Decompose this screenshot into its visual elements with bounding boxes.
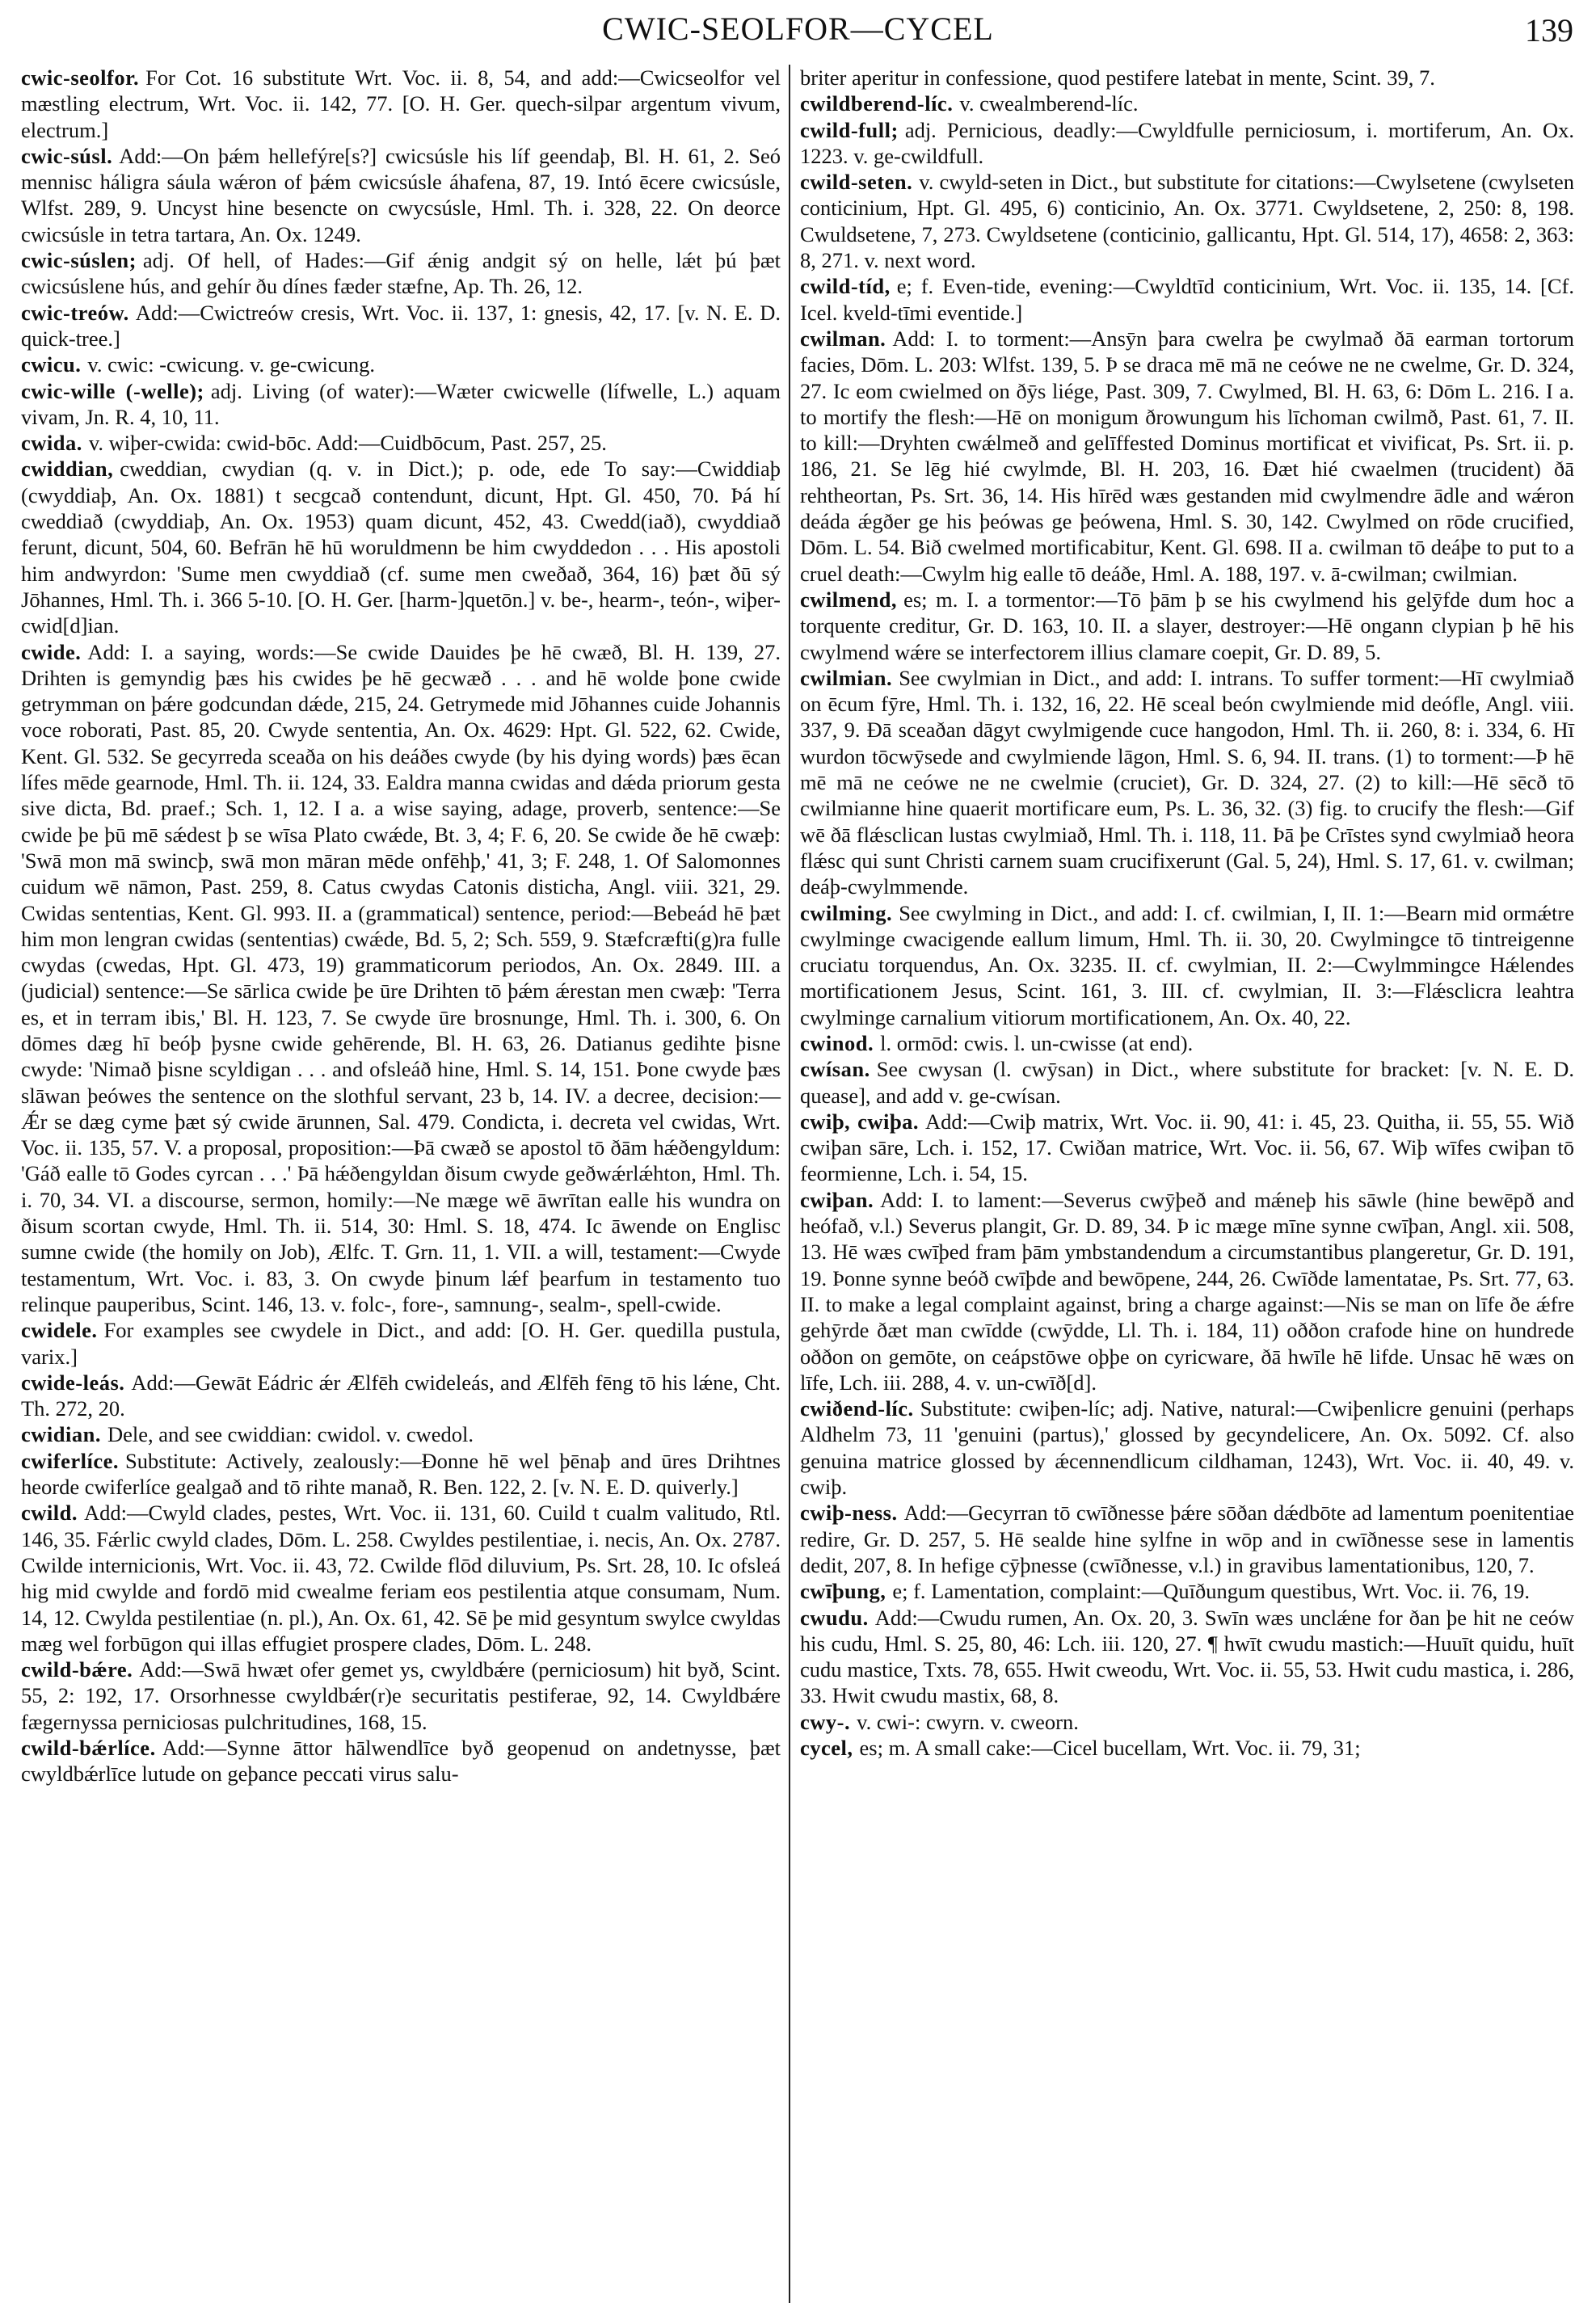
entry-headword: cwic-wille (-welle); [21,378,204,403]
entry-headword: cwide-leás. [21,1370,125,1395]
dictionary-entry [21,65,781,143]
entry-headword: cwiðend-líc. [800,1396,914,1421]
dictionary-entry [21,1500,781,1656]
entry-text: Add:—Swā hwæt ofer gemet ys, cwyldbǽre (perniciosum) hit byð, Scint. 55, 2: 192, 17. Orsorhnesse cwyldbǽr(r)e securitatis pestiferae, 92, 14. Cwyldbǽre fægernyssa perniciosas pulchritudines, 168, 15. [21,1657,781,1734]
entry-headword: cwild-tíd, [800,274,891,299]
entry-headword: cwidian. [21,1422,101,1447]
entry-headword: cwilming. [800,900,893,925]
entry-headword: cwic-súslen; [21,248,137,273]
entry-text: es; m. I. a tormentor:—Tō þām þ se his cwylmend his gelȳfde dum hoc a torquente creditur, Gr. D. 163, 10. II. a slayer, destroyer:—Hē ongann clypian þ hē his cwylmend wǽre se interfectorem illius clamare coepit, Gr. D. 89, 5. [800,587,1574,664]
entry-text: adj. Living (of water):—Wæter cwicwelle (lífwelle, L.) aquam vivam, Jn. R. 4, 10, 11. [21,378,781,429]
entry-text: Substitute: Actively, zealously:—Ðonne hē wel þēnaþ and ūres Drihtnes heorde cwiferlíce gealgað and tō rihte manað, R. Ben. 122, 2. [v. N. E. D. quiverly.] [21,1448,781,1500]
dictionary-entry [21,1317,781,1370]
entry-text: briter aperitur in confessione, quod pestifere latebat in mente, Scint. 39, 7. [800,65,1435,90]
dictionary-entry [800,1187,1574,1395]
left-column [21,65,781,1787]
entry-headword: cwic-súsl. [21,143,113,168]
entry-text: Add:—Cwiþ matrix, Wrt. Voc. ii. 90, 41: i. 45, 23. Quitha, ii. 55, 55. Wið cwiþan sāre, Lch. i. 152, 17. Cwiðan matrice, Wrt. Voc. ii. 56, 67. Wiþ wīfes cwiþan tō feormienne, Lch. i. 54, 15. [800,1109,1575,1186]
entry-headword: cwudu. [800,1605,869,1630]
dictionary-entry [21,1735,781,1787]
dictionary-entry [800,1395,1574,1500]
entry-headword: cwild-bǽre. [21,1657,133,1682]
entry-text: v. wiþer-cwida: cwid-bōc. Add:—Cuidbōcum, Past. 257, 25. [88,431,607,456]
dictionary-entry [21,456,781,638]
entry-headword: cwilmian. [800,665,893,690]
entry-headword: cwild-seten. [800,170,913,195]
dictionary-entry [21,247,781,300]
dictionary-entry [800,1578,1574,1604]
page-number: 139 [1525,12,1573,48]
entry-text: e; f. Lamentation, complaint:—Quīðungum questibus, Wrt. Voc. ii. 76, 19. [892,1579,1531,1604]
dictionary-entry [21,1656,781,1735]
dictionary-entry [800,665,1574,900]
entry-text: For examples see cwydele in Dict., and add: [O. H. Ger. quedilla pustula, varix.] [21,1318,781,1369]
dictionary-entry [800,1109,1574,1187]
dictionary-entry [800,1709,1574,1735]
right-column [800,65,1574,1761]
entry-text: es; m. A small cake:—Cicel bucellam, Wrt. Voc. ii. 79, 31; [859,1736,1361,1760]
entry-headword: cwinod. [800,1030,874,1055]
entry-text: v. cwealmberend-líc. [959,91,1139,116]
entry-headword: cwiddian, [21,457,114,482]
column-divider [789,65,790,2303]
entry-headword: cwiþ, cwiþa. [800,1109,919,1134]
dictionary-entry [21,430,781,456]
entry-headword: cwild. [21,1501,78,1526]
dictionary-entry [800,587,1574,665]
entry-text: v. cwi-: cwyrn. v. cweorn. [857,1709,1079,1734]
dictionary-entry [21,351,781,377]
entry-text: For Cot. 16 substitute Wrt. Voc. ii. 8, 54, and add:—Cwicseolfor vel mæstling electrum, Wrt. Voc. ii. 142, 77. [O. H. Ger. quech-silpar argentum vivum, electrum.] [21,65,781,142]
dictionary-entry [800,1030,1574,1056]
dictionary-entry [800,326,1574,587]
dictionary-entry [21,1370,781,1422]
dictionary-entry [21,1448,781,1501]
entry-headword: cwide. [21,639,82,664]
entry-headword: cycel, [800,1736,853,1760]
entry-headword: cwildberend-líc. [800,91,954,116]
entry-headword: cwic-treów. [21,300,129,325]
entry-text: Add:—Cwyld clades, pestes, Wrt. Voc. ii. 131, 60. Cuild t cualm valitudo, Rtl. 146, 35. Fǽrlic cwyld clades, Dōm. L. 258. Cwyldes pestilentiae, i. necis, An. Ox. 2787. Cwilde internicionis, Wrt. Voc. ii. 43, 72. Cwilde flōd diluvium, Ps. Srt. 28, 10. Ic ofsleá hig mid cwylde and fordō mid cwealme feriam eos pestilentia atque consumam, Num. 14, 12. Cwylda pestilentiae (n. pl.), An. Ox. 61, 42. Sē þe mid gesyntum swylce cwyldas mæg wel forbūgon qui illas effugiet prospere clades, Dōm. L. 248. [21,1501,781,1656]
entry-text: Add:—Gewāt Eádric ǽr Ælfēh cwideleás, and Ælfēh fēng tō his lǽne, Cht. Th. 272, 20. [21,1370,781,1421]
entry-text: Substitute: cwiþen-líc; adj. Native, natural:—Cwiþenlicre genuini (perhaps Aldhelm 73, 11 'genuini (partus),' glossed by gecyndelicere, An. Ox. 5092. Cf. also genuina matrice glossed by ǽcennendlicum cildhaman, 1243), Wrt. Voc. ii. 40, 49. v. cwiþ. [800,1396,1574,1500]
dictionary-entry [800,1735,1574,1761]
entry-text: See cwylmian in Dict., and add: I. intrans. To suffer torment:—Hī cwylmiað on ēcum fȳre, Hml. Th. i. 132, 16, 22. Hē sceal beón cwylmiende mid deófle, Angl. viii. 337, 9. Ðā sceaðan dāgyt cwylmigende cuce hangodon, Hml. Th. ii. 260, 8: i. 334, 6. Hī wurdon tōcwȳsede and cwylmiende lāgon, Hml. S. 6, 94. II. trans. (1) to torment:—Þ hē mē mā ne ceówe ne ne cwelmie (cruciet), Gr. D. 324, 27. (2) to kill:—Hē sēcð tō cwilmianne hine quaerit mortificare eum, Ps. L. 36, 32. (3) fig. to crucify the flesh:—Gif wē ðā flǽsclican lustas cwylmiað, Hml. Th. i. 118, 11. Þā þe Crīstes synd cwylmiað heora flǽsc qui sunt Christi carnem suam crucifixerunt (Gal. 5, 24), Hml. S. 17, 61. v. cwilman; deáþ-cwylmmende. [800,665,1574,899]
entry-text: See cwylming in Dict., and add: I. cf. cwilmian, I, II. 1:—Bearn mid ormǽtre cwylminge cwacigende eallum limum, Hml. Th. ii. 30, 20. Cwylmingce tō tintreigenne cruciatu torquendus, An. Ox. 3235. II. cf. cwylmian, II. 2:—Cwylmmingce Hǽlendes mortificationem Jesus, Scint. 161, 3. III. cf. cwylmian, II. 3:—Flǽsclicra leahtra cwylminge carnalium vitiorum mortificationem, An. Ox. 40, 22. [800,900,1574,1029]
entry-text: Add:—On þǽm hellefýre[s?] cwicsúsle his líf geendaþ, Bl. H. 61, 2. Seó mennisc háligra sáula wǽron of þǽm cwicsúsle áhafena, 87, 19. Intó ēcere cwicsúsle, Wlfst. 289, 9. Uncyst hine besencte on cwycsúsle, Hml. Th. i. 328, 22. On deorce cwicsúsle in tetra tartara, An. Ox. 1249. [21,143,781,246]
entry-text: Add:—Cwictreów cresis, Wrt. Voc. ii. 137, 1: gnesis, 42, 17. [v. N. E. D. quick-tree.] [21,300,781,351]
entry-text: Add:—Cwudu rumen, An. Ox. 20, 3. Swīn wæs unclǽne for ðan þe hit ne ceów his cudu, Hml. S. 25, 80, 46: Lch. iii. 120, 27. ¶ hwīt cwudu mastich:—Huuīt quidu, huīt cudu mastice, Txts. 78, 655. Hwit cweodu, Wrt. Voc. ii. 55, 53. Hwit cudu mastica, i. 286, 33. Hwit cwudu mastix, 68, 8. [800,1605,1574,1708]
dictionary-entry [800,1056,1574,1109]
running-title: CWIC-SEOLFOR—CYCEL [602,11,994,47]
entry-text: e; f. Even-tide, evening:—Cwyldtīd conticinium, Wrt. Voc. ii. 135, 14. [Cf. Icel. kveld-tīmi eventide.] [800,274,1574,325]
entry-headword: cwilman. [800,326,886,351]
entry-text: adj. Of hell, of Hades:—Gif ǽnig andgit sý on helle, lǽt þú þæt cwicsúslene hús, and gehír ðu dínes fæder stæfne, Ap. Th. 26, 12. [21,248,781,299]
dictionary-entry [21,378,781,431]
entry-headword: cwida. [21,431,82,456]
entry-headword: cwísan. [800,1057,870,1082]
entry-headword: cwidele. [21,1318,98,1343]
entry-text: cweddian, cwydian (q. v. in Dict.); p. ode, ede To say:—Cwiddiaþ (cwyddiaþ, An. Ox. 1881) t secgcað contendunt, dicunt, Hpt. Gl. 450, 70. Þá hí cweddiað (cwyddiaþ, An. Ox. 1953) quam dicunt, 452, 43. Cwedd(iað), cwyddiað ferunt, dicunt, 504, 60. Befrān hē hū woruldmenn be him cwyddedon . . . His apostoli him andwyrdon: 'Sume men cwyddiað (cf. sume men cweðað, 364, 16) þæt ðū sý Jōhannes, Hml. Th. i. 366 5-10. [O. H. Ger. [harm-]quetōn.] v. be-, hearm-, teón-, wiþer-cwid[d]ian. [21,457,781,638]
entry-headword: cwīþung, [800,1579,886,1604]
entry-text: l. ormōd: cwis. l. un-cwisse (at end). [880,1030,1194,1055]
entry-headword: cwicu. [21,352,82,377]
entry-headword: cwild-bǽrlíce. [21,1736,156,1760]
entry-text: adj. Pernicious, deadly:—Cwyldfulle perniciosum, i. mortiferum, An. Ox. 1223. v. ge-cwildfull. [800,117,1574,168]
entry-headword: cwild-full; [800,117,899,142]
entry-text: v. cwic: -cwicung. v. ge-cwicung. [87,352,376,377]
entry-headword: cwiferlíce. [21,1448,119,1473]
entry-headword: cwiþ-ness. [800,1501,898,1526]
dictionary-entry [21,1421,781,1447]
entry-headword: cwy-. [800,1709,851,1734]
page-header [0,10,1596,58]
dictionary-entry [21,639,781,1318]
entry-headword: cwic-seolfor. [21,65,140,90]
entry-text: Add:—Gecyrran tō cwīðnesse þǽre sōðan dǽdbōte ad lamentum poenitentiae redire, Gr. D. 257, 5. Hē sealde hine sylfne in wōp and in cwīðnesse sese in lamentis dedit, 207, 8. In hefige cȳþnesse (cwīðnesse, v.l.) in gravibus lamentationibus, 120, 7. [800,1501,1574,1577]
entry-headword: cwilmend, [800,587,898,612]
entry-text: Add: I. to lament:—Severus cwȳþeð and mǽneþ his sāwle (hine bewēpð and heófað, v.l.) Severus plangit, Gr. D. 89, 34. Þ ic mæge mīne synne cwīþan, Angl. xii. 508, 13. Hē wæs cwīþed fram þām ymbstandendum a circumstantibus plangeretur, Gr. D. 191, 19. Þonne synne beóð cwīþde and bewōpene, 244, 26. Cwīðde lamentatae, Ps. Srt. 77, 63. II. to make a legal complaint against, bring a charge against:—Nis se man on līfe ðe ǽfre gehȳrde ðæt man cwīdde (cwȳdde, Ll. Th. i. 184, 11) oððon crafode hine on hundrede oððon on gemōte, on ceápstōwe oþþe on cyricware, ðā hwīle hē lifde. Unsac hē wæs on līfe, Lch. iii. 288, 4. v. un-cwīð[d]. [800,1187,1574,1395]
entry-text: See cwysan (l. cwȳsan) in Dict., where substitute for bracket: [v. N. E. D. quease], and add v. ge-cwísan. [800,1057,1574,1108]
dictionary-entry [21,143,781,247]
dictionary-entry [800,1605,1574,1709]
entry-text: Add: I. a saying, words:—Se cwide Dauides þe hē cwæð, Bl. H. 139, 27. Drihten is gemyndig þæs his cwides þe hē gecwæð . . . and hē wolde þone cwide getrymman on þǽre godcundan dǽde, 215, 24. Getrymede mid Jōhannes cuide Johannis voce roborati, Past. 85, 20. Cwyde sententia, An. Ox. 4629: Hpt. Gl. 522, 62. Cwide, Kent. Gl. 532. Se gecyrreda sceaða on his deáðes cwyde (by his dying words) þæs ēcan lífes mēde gearnode, Hml. Th. ii. 124, 33. Ealdra manna cwidas and dǽda priorum gesta sive dicta, Bd. praef.; Sch. 1, 12. I a. a wise saying, adage, proverb, sentence:—Se cwide þe þū mē sǽdest þ se wīsa Plato cwǽde, Bt. 3, 4; F. 6, 20. Se cwide ðe hē cwæþ: 'Swā mon mā swincþ, swā mon māran mēde onfēhþ,' 41, 3; F. 248, 1. Of Salomonnes cuidum wē nāmon, Past. 259, 8. Catus cwydas Catonis disticha, Angl. viii. 321, 29. Cwidas sententias, Kent. Gl. 993. II. a (grammatical) sentence, period:—Bebeád hē þæt him mon lengran cwidas (sententias) cwǽde, Bd. 5, 2; Sch. 559, 9. Stæfcræfti(g)ra fulle cwydas (cwedas, Hpt. Gl. 473, 19) grammaticorum periodos, An. Ox. 2849. III. a (judicial) sentence:—Se sārlica cwide þe ūre Drihten tō þǽm ǽrestan men cwæþ: 'Terra es, et in terram ibis,' Bl. H. 123, 7. Se cwyde ūre brosnunge, Hml. Th. i. 300, 6. On dōmes dæg hī beóþ þysne cwide gehērende, Bl. H. 63, 26. Datianus gedihte þisne cwyde: 'Nimað þisne scyldigan . . . and ofsleáð hine, Hml. S. 14, 151. Þone cwyde þæs slāwan þeówes the sentence on the slothful servant, 23 b, 14. IV. a decree, decision:—Ǽr se dæg cyme þæt sý cwide ārunnen, Sal. 479. Condicta, i. decreta vel cwidas, Wrt. Voc. ii. 135, 57. V. a proposal, proposition:—Þā cwæð se apostol tō ðām hǽðengyldum: 'Gáð ealle tō Godes cyrcan . . .' Þā hǽðengyldan ðisum cwyde geðwǽrlǽhton, Hml. Th. i. 70, 34. VI. a discourse, sermon, homily:—Ne mæge wē āwrītan ealle his wundra on ðisum scortan cwyde, Hml. Th. ii. 514, 30: Hml. S. 18, 474. Ic āwende on Englisc sumne cwide (the homily on Job), Ælfc. T. Grn. 11, 1. VII. a will, testament:—Cwyde testamentum, Wrt. Voc. i. 83, 3. On cwyde þinum lǽf þearfum in testamento tuo relinque pauperibus, Scint. 146, 13. v. folc-, fore-, samnung-, sealm-, spell-cwide. [21,639,781,1316]
entry-headword: cwiþan. [800,1187,874,1212]
dictionary-entry [21,300,781,352]
dictionary-entry [800,273,1574,326]
dictionary-entry [800,169,1574,273]
entry-text: Add:—Synne āttor hālwendlīce byð geopenud on andetnysse, þæt cwyldbǽrlīce lutude on geþance peccati virus salu- [21,1736,781,1787]
dictionary-entry [800,91,1574,116]
dictionary-entry [800,65,1574,91]
dictionary-entry [800,1500,1574,1578]
dictionary-entry [800,117,1574,170]
dictionary-entry [800,900,1574,1030]
entry-text: Add: I. to torment:—Ansȳn þara cwelra þe cwylmað ðā earman tortorum facies, Dōm. L. 203: Wlfst. 139, 5. Þ se draca mē mā ne ceówe ne ne cwelme, Gr. D. 324, 27. Ic eom cwielmed on ðȳs liége, Past. 309, 7. Cwylmed, Bl. H. 63, 6: Dōm L. 216. I a. to mortify the flesh:—Hē on monigum ðrowungum his līchoman cwilmð, Past. 61, 7. II. to kill:—Dryhten cwǽlmeð and gelīffested Dominus mortificat et vivificat, Ps. Srt. ii. p. 186, 21. Se lēg hié cwylmde, Bl. H. 203, 16. Ðæt hié cwaelmen (trucident) ðā rehtheortan, Ps. Srt. 36, 14. His hīrēd wæs gestanden mid cwylmendre ādle and wǽron deáda ǽgðer ge his þeówas ge þeówena, Hml. S. 30, 142. Cwylmed on rōde crucified, Dōm. L. 54. Bið cwelmed mortificabitur, Kent. Gl. 698. II a. cwilman tō deáþe to put to a cruel death:—Cwylm hig ealle tō deáðe, Hml. A. 188, 197. v. ā-cwilman; cwilmian. [800,326,1574,586]
entry-text: Dele, and see cwiddian: cwidol. v. cwedol. [107,1422,474,1447]
entry-text: v. cwyld-seten in Dict., but substitute for citations:—Cwylsetene (cwylseten conticinium, Hpt. Gl. 495, 6) conticinio, An. Ox. 3771. Cwyldsetene, 2, 250: 8, 198. Cwuldsetene, 7, 273. Cwyldsetene (conticinio, gallicantu, Hpt. Gl. 514, 17), 4658: 2, 363: 8, 271. v. next word. [800,170,1574,273]
